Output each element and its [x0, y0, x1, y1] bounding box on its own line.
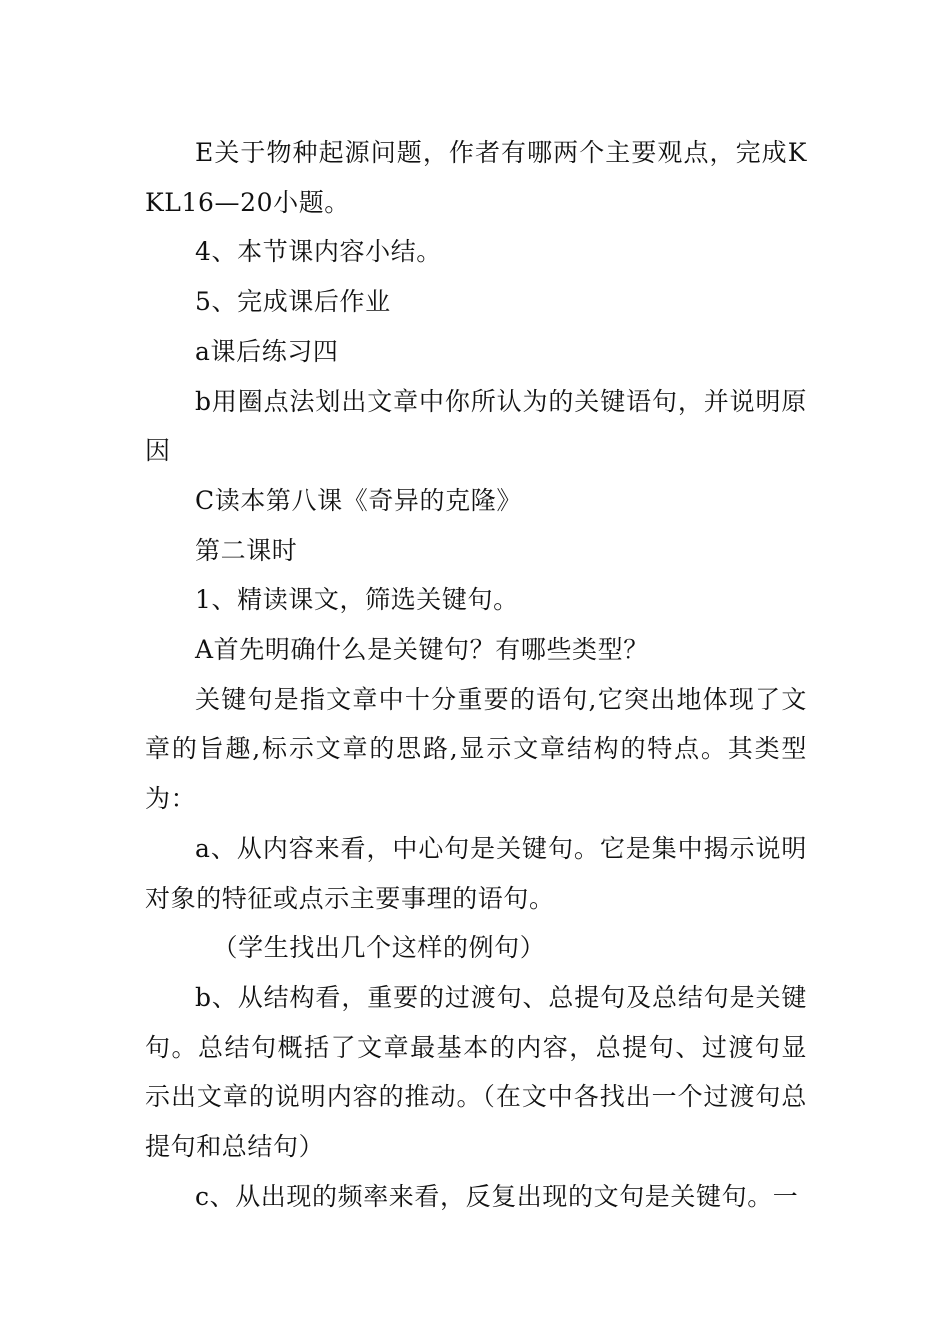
paragraph-close-reading: 1、精读课文，筛选关键句。 — [195, 585, 519, 615]
section-heading-second-lesson: 第二课时 — [195, 535, 298, 565]
paragraph-homework: 5、完成课后作业 — [195, 287, 391, 317]
document-body — [145, 128, 807, 1221]
paragraph-homework-a: a课后练习四 — [195, 336, 339, 366]
paragraph-student-examples: （学生找出几个这样的例句） — [212, 933, 546, 963]
paragraph-type-c: c、从出现的频率来看，反复出现的文句是关键句。一 — [195, 1181, 799, 1211]
paragraph-type-b: b、从结构看，重要的过渡句、总提句及总结句是关键句。总结句概括了文章最基本的内容，总提句、过渡句显示出文章的说明内容的推动。（在文中各找出一个过渡句总提句和总结句） — [145, 982, 807, 1162]
paragraph-homework-c: C读本第八课《奇异的克隆》 — [195, 485, 522, 515]
paragraph-lesson-summary: 4、本节课内容小结。 — [195, 237, 442, 267]
paragraph-homework-b: b用圈点法划出文章中你所认为的关键语句，并说明原因 — [145, 386, 807, 466]
paragraph-key-sentence-definition: 关键句是指文章中十分重要的语句,它突出地体现了文章的旨趣,标示文章的思路,显示文章结构的特点。其类型为： — [145, 684, 807, 814]
paragraph-key-sentence-question: A首先明确什么是关键句？有哪些类型？ — [195, 635, 649, 665]
paragraph-species-origin: E关于物种起源问题，作者有哪两个主要观点，完成KKL16—20小题。 — [145, 138, 807, 217]
paragraph-type-a: a、从内容来看，中心句是关键句。它是集中揭示说明对象的特征或点示主要事理的语句。 — [145, 833, 807, 913]
